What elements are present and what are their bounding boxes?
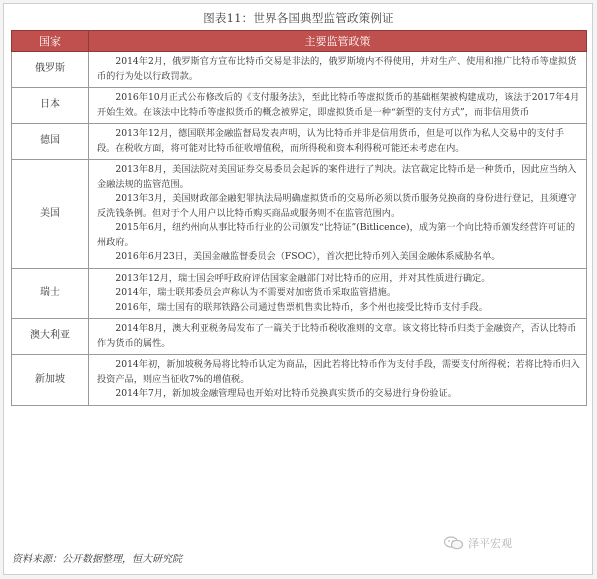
wechat-icon: [444, 536, 464, 550]
country-cell: 日本: [12, 88, 89, 124]
policy-paragraph: 2014年，瑞士联邦委员会声称认为不需要对加密货币采取监管措施。: [115, 287, 397, 298]
watermark-text: 泽平宏观: [468, 537, 512, 550]
country-cell: 德国: [12, 124, 89, 160]
table-row: [12, 52, 587, 88]
header-policy: 主要监管政策: [89, 31, 587, 52]
figure-title: 图表11：世界各国典型监管政策例证: [203, 11, 394, 25]
policy-paragraph: 2015年6月，纽约州向从事比特币行业的公司颁发“比特证”(Bitlicence)，成为第一个向比特币颁发经营许可证的州政府。: [97, 222, 576, 248]
policy-paragraph: 2016年，瑞士国有的联邦铁路公司通过售票机售卖比特币，多个州也接受比特币支付手段。: [115, 301, 488, 313]
country-cell: 澳大利亚: [12, 319, 89, 355]
policy-cell: [89, 355, 587, 406]
country-cell: 美国: [12, 160, 89, 269]
table-row: [12, 160, 587, 269]
policy-cell: [89, 52, 587, 88]
table-row: [12, 88, 587, 124]
country-cell: 新加坡: [12, 355, 89, 406]
policy-paragraph: 2013年12月，德国联邦金融监督局发表声明，认为比特币并非是信用货币，但是可以作为私人交易中的支付手段。在税收方面，将可能对比特币征收增值税，而所得税和资本利得税可能还未考虑在内。: [97, 128, 564, 154]
country-cell: 瑞士: [12, 268, 89, 319]
watermark: [444, 535, 512, 551]
regulation-table: [11, 30, 587, 406]
policy-paragraph: 2013年3月，美国财政部金融犯罪执法局明确虚拟货币的交易所必须以货币服务兑换商的身份进行登记，且须遵守反洗钱条例。但对于个人用户以比特币购买商品或服务则不在监管范围内。: [97, 193, 577, 219]
table-row: [12, 319, 587, 355]
table-header-row: [12, 31, 587, 52]
policy-cell: [89, 319, 587, 355]
policy-paragraph: 2016年10月正式公布修改后的《支付服务法》，至此比特币等虚拟货币的基础框架被构建成功，该法于2017年4月开始生效。在该法中比特币等虚拟货币的概念被界定，即虚拟货币是一种“新型的支付方式”，而非信用货币: [97, 92, 580, 118]
policy-paragraph: 2013年8月，美国法院对美国证券交易委员会起诉的案件进行了判决。法官裁定比特币是一种货币，因此应当纳入金融法规的监管范围。: [97, 164, 577, 190]
policy-paragraph: 2014年初，新加坡税务局将比特币认定为商品，因此若将比特币作为支付手段，需要支付所得税；若将比特币归入投资产品，则应当征收7%的增值税。: [97, 359, 580, 385]
policy-paragraph: 2013年12月，瑞士国会呼吁政府评估国家金融部门对比特币的应用，并对其性质进行确定。: [115, 272, 491, 284]
table-row: [12, 355, 587, 406]
source-note: 资料来源：公开数据整理，恒大研究院: [12, 554, 182, 565]
policy-cell: [89, 268, 587, 319]
policy-paragraph: 2014年8月，澳大利亚税务局发布了一篇关于比特币税收准则的文章。该文将比特币归类于金融资产，否认比特币作为货币的属性。: [97, 323, 577, 349]
header-country: 国家: [12, 31, 89, 52]
policy-paragraph: 2014年2月，俄罗斯官方宣布比特币交易是非法的，俄罗斯境内不得使用，并对生产、使用和推广比特币等虚拟货币的行为处以行政罚款。: [97, 56, 577, 82]
country-cell: 俄罗斯: [12, 52, 89, 88]
policy-paragraph: 2016年6月23日，美国金融监督委员会（FSOC），首次把比特币列入美国金融体系威胁名单。: [115, 251, 501, 262]
table-row: [12, 124, 587, 160]
policy-cell: [89, 124, 587, 160]
table-row: [12, 268, 587, 319]
policy-cell: [89, 160, 587, 269]
policy-paragraph: 2014年7月，新加坡金融管理局也开始对比特币兑换真实货币的交易进行身份验证。: [115, 388, 457, 399]
policy-cell: [89, 88, 587, 124]
